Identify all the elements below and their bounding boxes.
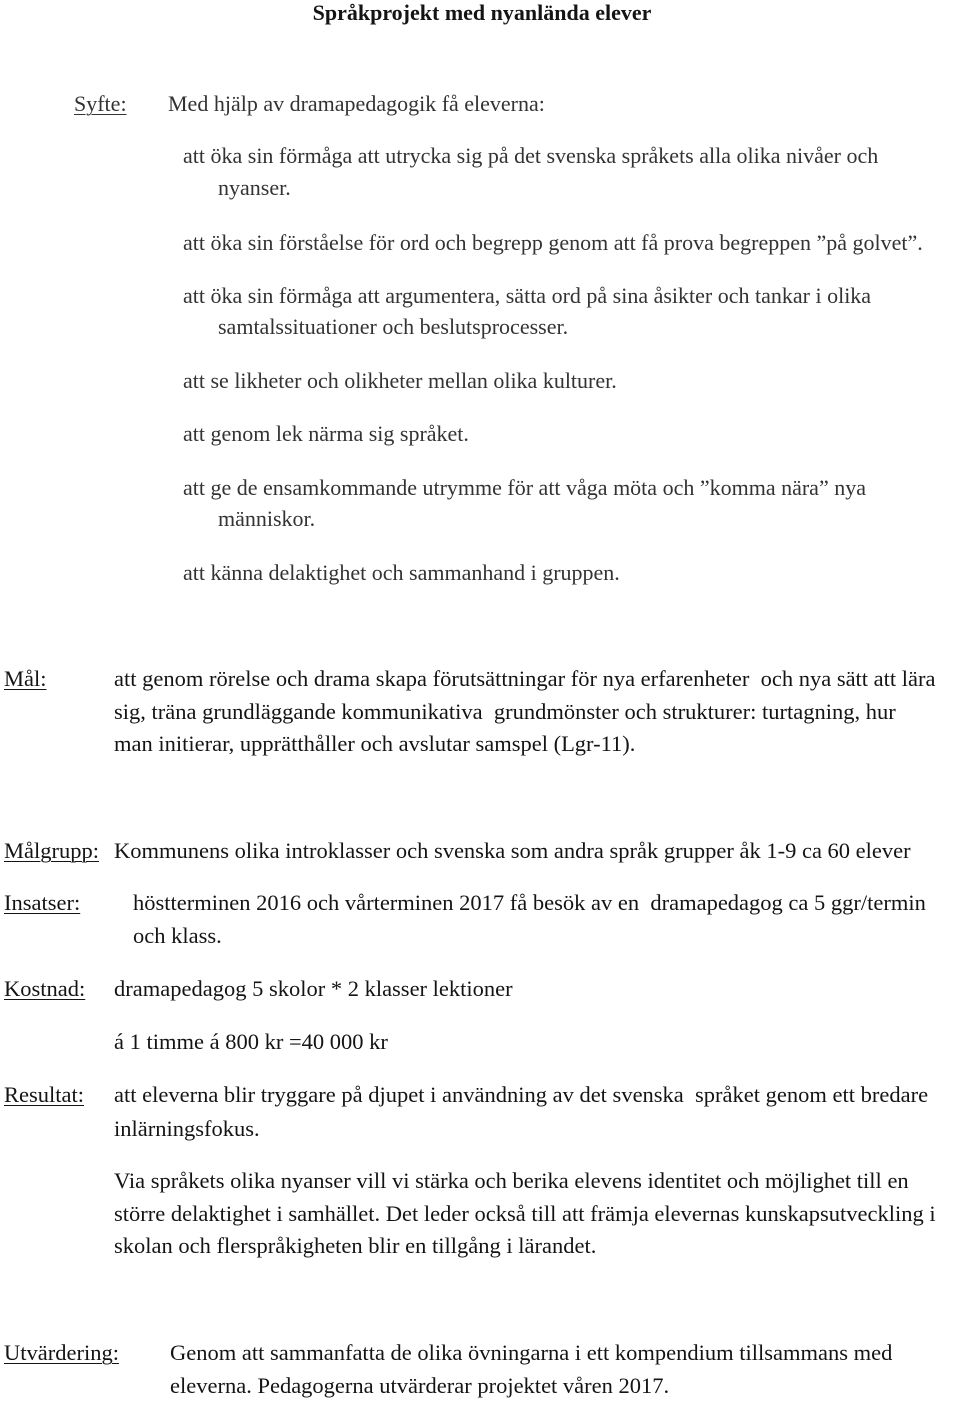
list-item-line: att känna delaktighet och sammanhand i gruppen. [183,560,620,585]
malgrupp-text-line: Kommunens olika introklasser och svenska som andra språk grupper åk 1-9 ca 60 elever [114,838,911,863]
kostnad-text-line: á 1 timme á 800 kr =40 000 kr [114,1029,388,1054]
utvardering-label: Utvärdering: [4,1340,119,1365]
malgrupp-label: Målgrupp: [4,838,99,863]
resultat-text-line: inlärningsfokus. [114,1116,260,1141]
list-item-line: att öka sin förståelse för ord och begrepp genom att få prova begreppen ”på golvet”. [183,230,923,255]
kostnad-label: Kostnad: [4,976,86,1001]
list-item-line: att se likheter och olikheter mellan olika kulturer. [183,368,617,393]
list-item-line: att genom lek närma sig språket. [183,421,469,446]
list-item-line: människor. [218,506,316,531]
insatser-label: Insatser: [4,890,81,915]
mal-text-line: att genom rörelse och drama skapa förutsättningar för nya erfarenheter och nya sätt att lära [114,666,936,691]
resultat-paragraph-line: skolan och flerspråkigheten blir en tillgång i lärandet. [114,1233,597,1258]
insatser-text-line: höstterminen 2016 och vårterminen 2017 få besök av en dramapedagog ca 5 ggr/termin [133,890,926,915]
document-title: Språkprojekt med nyanlända elever [312,0,652,25]
list-item-line: att ge de ensamkommande utrymme för att våga möta och ”komma nära” nya [183,475,866,500]
resultat-paragraph-line: Via språkets olika nyanser vill vi stärka och berika elevens identitet och möjlighet till en [114,1168,909,1193]
list-item-line: att öka sin förmåga att utrycka sig på det svenska språkets alla olika nivåer och [183,143,879,168]
mal-text-line: sig, träna grundläggande kommunikativa grundmönster och strukturer: turtagning, hur [114,699,896,724]
resultat-paragraph-line: större delaktighet i samhället. Det leder också till att främja elevernas kunskapsutveckling i [114,1201,936,1226]
syfte-label: Syfte: [74,91,127,116]
list-item-line: nyanser. [218,175,291,200]
insatser-text-line: och klass. [133,923,222,948]
resultat-label: Resultat: [4,1082,84,1107]
mal-label: Mål: [4,666,47,691]
resultat-text-line: att eleverna blir tryggare på djupet i användning av det svenska språket genom ett bredare [114,1082,929,1107]
kostnad-text-line: dramapedagog 5 skolor * 2 klasser lektioner [114,976,513,1001]
syfte-intro: Med hjälp av dramapedagogik få eleverna: [168,91,545,116]
utvardering-text-line: eleverna. Pedagogerna utvärderar projektet våren 2017. [170,1373,670,1398]
mal-text-line: man initierar, upprätthåller och avslutar samspel (Lgr-11). [114,731,636,756]
list-item-line: samtalssituationer och beslutsprocesser. [218,314,569,339]
utvardering-text-line: Genom att sammanfatta de olika övningarna i ett kompendium tillsammans med [170,1340,893,1365]
list-item-line: att öka sin förmåga att argumentera, sätta ord på sina åsikter och tankar i olika [183,283,872,308]
